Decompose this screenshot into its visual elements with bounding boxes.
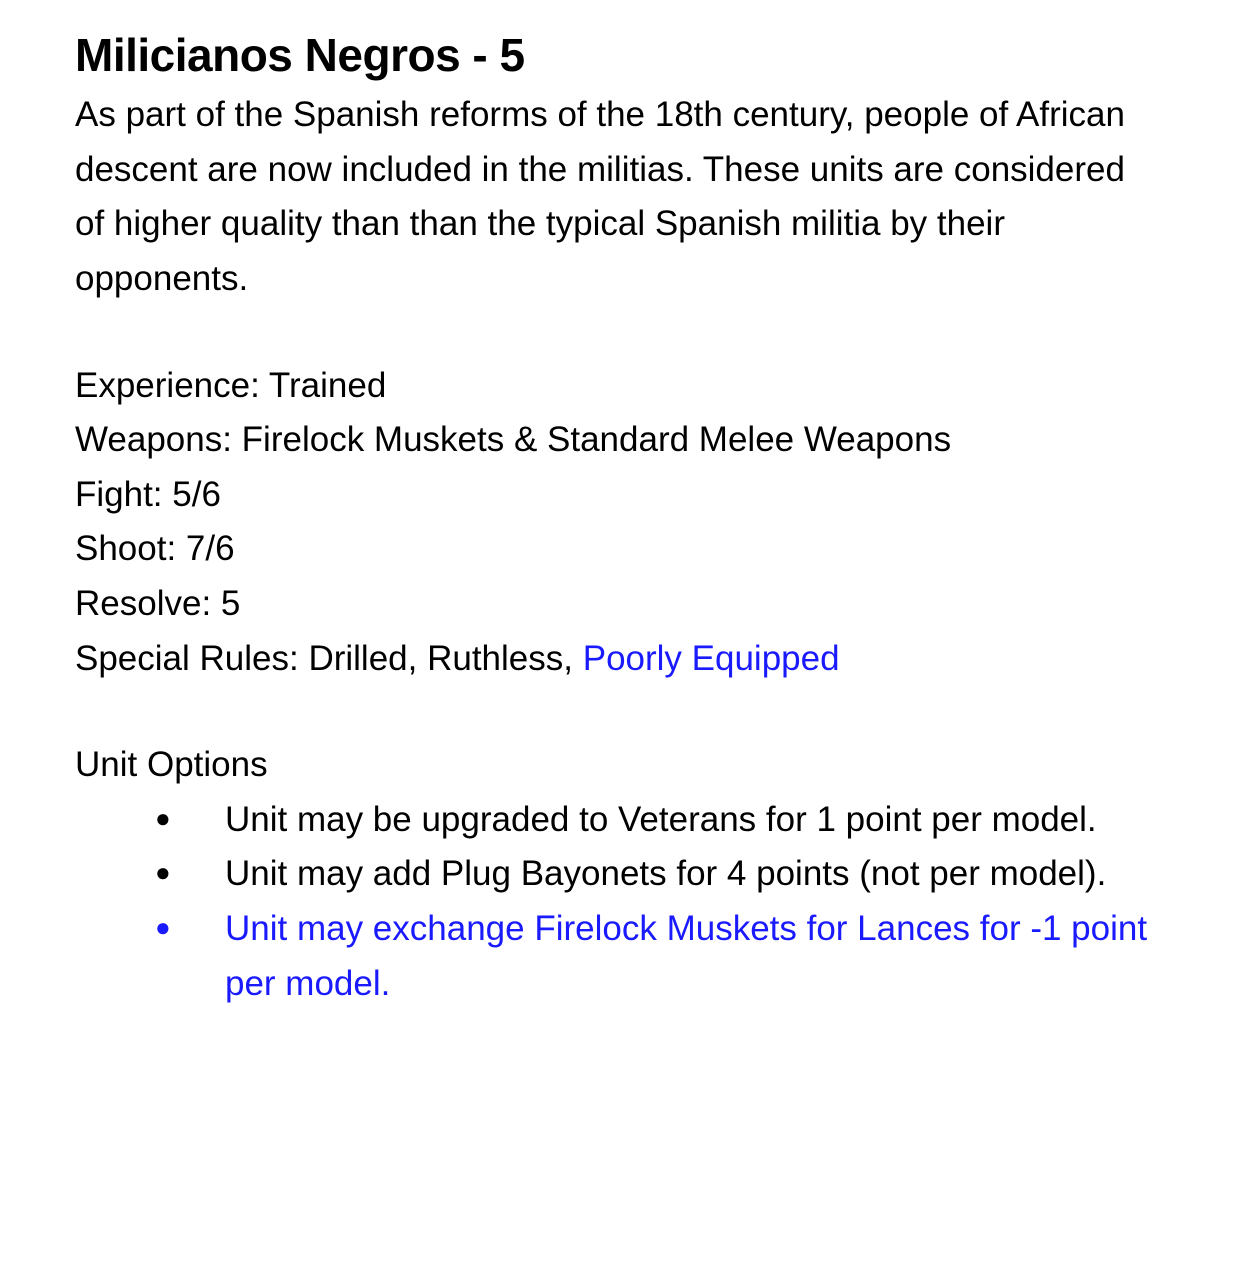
stat-special-rules: [75, 632, 1155, 687]
option-text[interactable]: Unit may exchange Firelock Muskets for Lances for -1 point per model.: [225, 908, 1148, 1003]
option-text: Unit may be upgraded to Veterans for 1 point per model.: [225, 799, 1097, 839]
bullet-icon: ●: [155, 857, 171, 888]
bullet-icon: ●: [155, 802, 171, 833]
option-text: Unit may add Plug Bayonets for 4 points (not per model).: [225, 854, 1107, 894]
spacer: [75, 686, 1170, 738]
unit-description: As part of the Spanish reforms of the 18th century, people of African descent are now included in the militias. These units are considered of higher quality than than the typical Spanish militia by their opponents.: [75, 95, 1125, 299]
list-item[interactable]: [75, 902, 1170, 1011]
stat-shoot: Shoot: 7/6: [75, 529, 235, 569]
bullet-icon: ●: [155, 911, 171, 942]
spacer: [75, 307, 1170, 359]
unit-options-heading: Unit Options: [75, 745, 268, 785]
unit-options-list: [75, 793, 1170, 1011]
special-rule-link-poorly-equipped[interactable]: Poorly Equipped: [582, 638, 840, 678]
stat-fight: Fight: 5/6: [75, 474, 221, 514]
stat-resolve: Resolve: 5: [75, 584, 241, 624]
stat-weapons: Weapons: Firelock Muskets & Standard Melee Weapons: [75, 420, 952, 460]
list-item: [75, 793, 1170, 848]
list-item: [75, 847, 1170, 902]
stat-experience: Experience: Trained: [75, 365, 387, 405]
special-rules-label: Special Rules: Drilled, Ruthless,: [75, 638, 583, 678]
page-title: Milicianos Negros - 5: [75, 29, 525, 81]
